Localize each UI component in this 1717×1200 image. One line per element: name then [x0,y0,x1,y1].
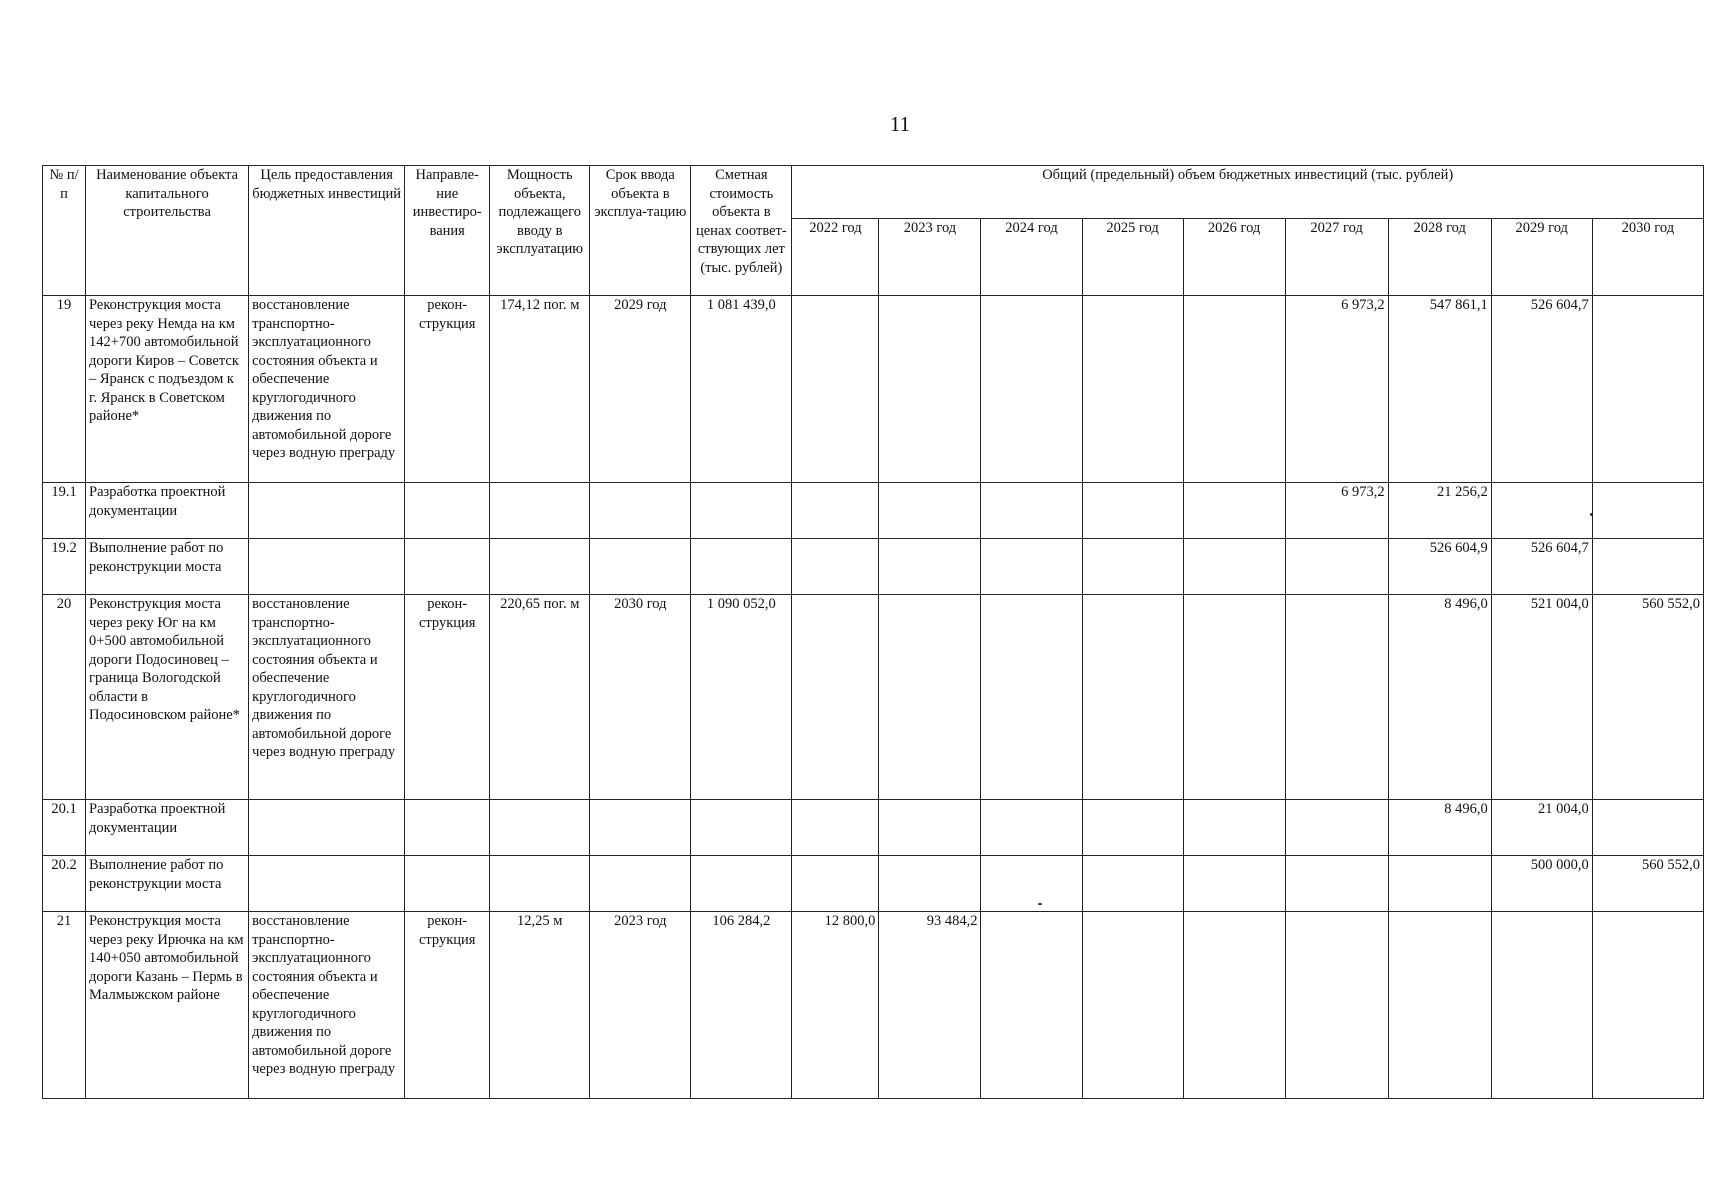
object-name: Выполнение работ по реконструкции моста [86,856,249,912]
value-2029 [1491,912,1592,1099]
investment-goal: восстановление транспортно-эксплуатационного состояния объекта и обеспечение круглогодичного движения по автомобильной дороге через водную преграду [249,912,405,1099]
object-capacity: 174,12 пог. м [490,296,590,483]
commissioning-term [590,856,691,912]
value-2024 [981,539,1082,595]
table-row [43,800,1704,856]
investment-direction [405,856,490,912]
estimated-cost [691,483,792,539]
value-2027 [1285,595,1388,800]
value-2023 [879,483,981,539]
row-num: 21 [43,912,86,1099]
value-2024 [981,483,1082,539]
value-2028 [1388,856,1491,912]
value-2029: 21 004,0 [1491,800,1592,856]
year-header: 2026 год [1183,219,1285,296]
investment-direction: рекон-струкция [405,296,490,483]
value-2024 [981,296,1082,483]
value-2022 [792,800,879,856]
object-capacity: 12,25 м [490,912,590,1099]
value-2023 [879,856,981,912]
object-name: Реконструкция моста через реку Ирючка на км 140+050 автомобильной дороги Казань – Пермь в Малмыжском районе [86,912,249,1099]
table-row [43,483,1704,539]
estimated-cost: 1 081 439,0 [691,296,792,483]
value-2029: 526 604,7 [1491,296,1592,483]
investment-goal [249,856,405,912]
object-capacity [490,539,590,595]
header-direction: Направле-ние инвестиро-вания [405,166,490,296]
header-num: № п/п [43,166,86,296]
value-2026 [1183,912,1285,1099]
value-2023 [879,539,981,595]
value-2025 [1082,483,1183,539]
table-row [43,539,1704,595]
year-header: 2023 год [879,219,981,296]
investment-direction: рекон-струкция [405,595,490,800]
year-header: 2022 год [792,219,879,296]
commissioning-term: 2029 год [590,296,691,483]
value-2025 [1082,856,1183,912]
estimated-cost [691,539,792,595]
value-2022 [792,595,879,800]
value-2022 [792,856,879,912]
value-2029: 521 004,0 [1491,595,1592,800]
value-2023 [879,595,981,800]
value-2025 [1082,800,1183,856]
investment-direction [405,483,490,539]
value-2030 [1592,800,1703,856]
year-header: 2029 год [1491,219,1592,296]
table-row [43,296,1704,483]
value-2025 [1082,296,1183,483]
row-num: 20.2 [43,856,86,912]
value-2025 [1082,539,1183,595]
value-2030 [1592,539,1703,595]
row-num: 20 [43,595,86,800]
value-2027 [1285,800,1388,856]
object-name: Реконструкция моста через реку Немда на км 142+700 автомобильной дороги Киров – Советск – Яранск с подъездом к г. Яранск в Советском районе* [86,296,249,483]
estimated-cost: 106 284,2 [691,912,792,1099]
value-2025 [1082,912,1183,1099]
row-num: 20.1 [43,800,86,856]
scan-speck [1038,903,1042,905]
header-row [43,166,1704,219]
header-goal: Цель предоставления бюджетных инвестиций [249,166,405,296]
table-row [43,595,1704,800]
year-header: 2025 год [1082,219,1183,296]
header-volume: Общий (предельный) объем бюджетных инвестиций (тыс. рублей) [792,166,1704,219]
object-capacity [490,856,590,912]
value-2023 [879,296,981,483]
value-2028: 8 496,0 [1388,800,1491,856]
value-2022: 12 800,0 [792,912,879,1099]
value-2027: 6 973,2 [1285,483,1388,539]
investment-goal: восстановление транспортно-эксплуатационного состояния объекта и обеспечение круглогодичного движения по автомобильной дороге через водную преграду [249,595,405,800]
year-header: 2027 год [1285,219,1388,296]
object-capacity: 220,65 пог. м [490,595,590,800]
value-2030 [1592,483,1703,539]
value-2026 [1183,539,1285,595]
value-2024 [981,800,1082,856]
value-2022 [792,483,879,539]
header-term: Срок ввода объекта в эксплуа-тацию [590,166,691,296]
value-2029: 526 604,7 [1491,539,1592,595]
investment-goal [249,483,405,539]
commissioning-term [590,539,691,595]
investment-direction [405,800,490,856]
estimated-cost [691,856,792,912]
value-2024 [981,595,1082,800]
object-name: Выполнение работ по реконструкции моста [86,539,249,595]
object-capacity [490,800,590,856]
value-2026 [1183,595,1285,800]
estimated-cost: 1 090 052,0 [691,595,792,800]
value-2022 [792,296,879,483]
commissioning-term [590,483,691,539]
value-2024 [981,856,1082,912]
year-header: 2028 год [1388,219,1491,296]
value-2027 [1285,912,1388,1099]
value-2029 [1491,483,1592,539]
object-name: Реконструкция моста через реку Юг на км 0+500 автомобильной дороги Подосиновец – граница Вологодской области в Подосиновском районе* [86,595,249,800]
value-2030: 560 552,0 [1592,856,1703,912]
header-cost: Сметная стоимость объекта в ценах соответ-ствующих лет (тыс. рублей) [691,166,792,296]
value-2024 [981,912,1082,1099]
commissioning-term: 2023 год [590,912,691,1099]
budget-investment-table [42,165,1704,1099]
year-header: 2024 год [981,219,1082,296]
value-2028: 21 256,2 [1388,483,1491,539]
table-row [43,912,1704,1099]
commissioning-term [590,800,691,856]
value-2025 [1082,595,1183,800]
row-num: 19.1 [43,483,86,539]
value-2022 [792,539,879,595]
row-num: 19 [43,296,86,483]
scan-speck [1590,513,1593,516]
object-name: Разработка проектной документации [86,800,249,856]
value-2026 [1183,483,1285,539]
investment-direction [405,539,490,595]
page-number: 11 [889,112,911,136]
header-name: Наименование объекта капитального строительства [86,166,249,296]
value-2027 [1285,539,1388,595]
value-2028: 8 496,0 [1388,595,1491,800]
table-row [43,856,1704,912]
investment-goal [249,800,405,856]
estimated-cost [691,800,792,856]
year-header: 2030 год [1592,219,1703,296]
object-capacity [490,483,590,539]
row-num: 19.2 [43,539,86,595]
investment-goal [249,539,405,595]
value-2029: 500 000,0 [1491,856,1592,912]
investment-goal: восстановление транспортно-эксплуатационного состояния объекта и обеспечение круглогодичного движения по автомобильной дороге через водную преграду [249,296,405,483]
value-2027 [1285,856,1388,912]
value-2023 [879,800,981,856]
value-2028: 547 861,1 [1388,296,1491,483]
value-2028: 526 604,9 [1388,539,1491,595]
commissioning-term: 2030 год [590,595,691,800]
value-2027: 6 973,2 [1285,296,1388,483]
value-2030 [1592,296,1703,483]
object-name: Разработка проектной документации [86,483,249,539]
value-2026 [1183,856,1285,912]
value-2028 [1388,912,1491,1099]
value-2023: 93 484,2 [879,912,981,1099]
value-2026 [1183,296,1285,483]
investment-direction: рекон-струкция [405,912,490,1099]
value-2030 [1592,912,1703,1099]
value-2026 [1183,800,1285,856]
header-capacity: Мощность объекта, подлежащего вводу в эксплуатацию [490,166,590,296]
value-2030: 560 552,0 [1592,595,1703,800]
